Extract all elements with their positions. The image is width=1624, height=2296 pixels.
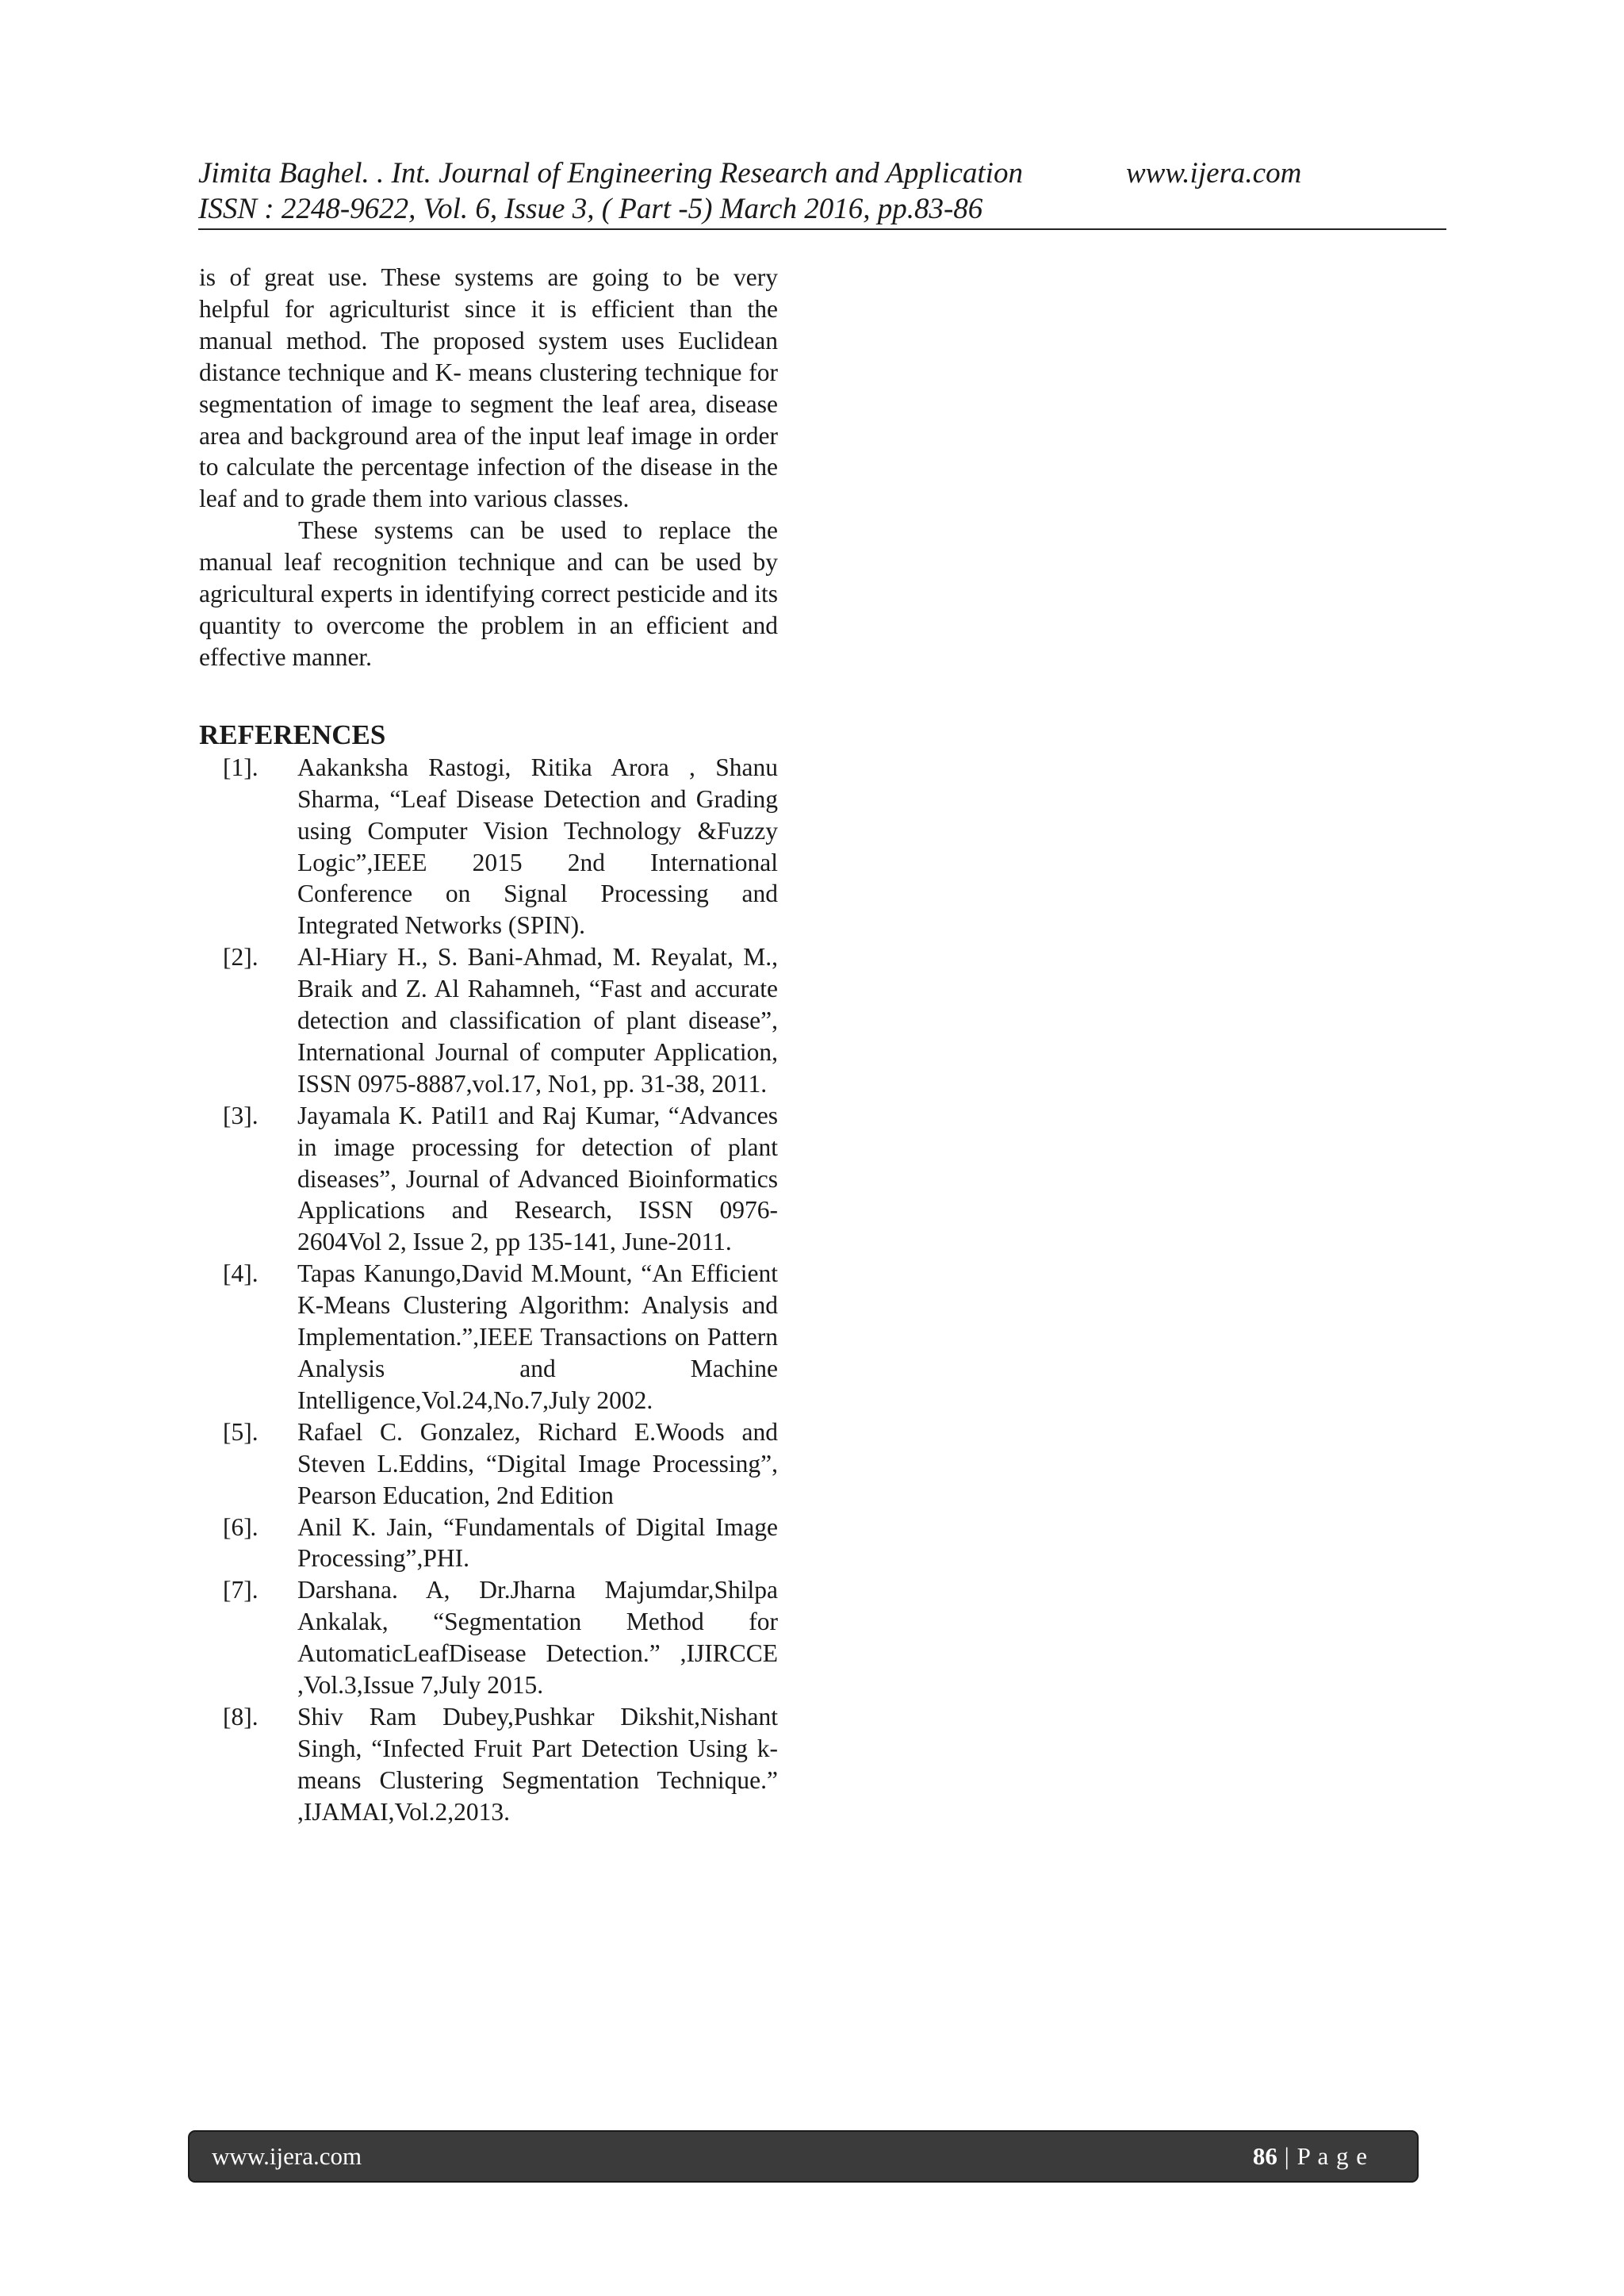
page-suffix: | P a g e — [1277, 2142, 1368, 2170]
reference-text: Al-Hiary H., S. Bani-Ahmad, M. Reyalat, M., Braik and Z. Al Rahamneh, “Fast and accurate detection and classification of plant disease”, International Journal of computer Application, ISSN 0975-8887,vol.17, No1, pp. 31-38, 2011. — [297, 943, 778, 1098]
reference-list — [199, 752, 778, 1828]
header-website: www.ijera.com — [1126, 157, 1302, 190]
reference-text: Darshana. A, Dr.Jharna Majumdar,Shilpa Ankalak, “Segmentation Method for AutomaticLeafDisease Detection.” ,IJIRCCE ,Vol.3,Issue 7,July 2015. — [297, 1576, 778, 1700]
reference-number: [1]. — [223, 753, 259, 781]
reference-number: [8]. — [223, 1702, 259, 1731]
page-footer — [188, 2130, 1419, 2183]
reference-number: [6]. — [223, 1512, 259, 1541]
reference-item — [199, 1701, 778, 1828]
reference-item — [199, 1512, 778, 1575]
reference-text: Aakanksha Rastogi, Ritika Arora , Shanu Sharma, “Leaf Disease Detection and Grading using Computer Vision Technology &Fuzzy Logic”,IEEE 2015 2nd International Conference on Signal Processing and Integrated Networks (SPIN). — [297, 753, 778, 940]
reference-item — [199, 1574, 778, 1701]
body-paragraph-1: is of great use. These systems are going to be very helpful for agriculturist since it is efficient than the manual method. The proposed system uses Euclidean distance technique and K- means clustering technique for segmentation of image to segment the leaf area, disease area and background area of the input leaf image in order to calculate the percentage infection of the disease in the leaf and to grade them into various classes. — [199, 263, 778, 513]
reference-text: Shiv Ram Dubey,Pushkar Dikshit,Nishant Singh, “Infected Fruit Part Detection Using k-means Clustering Segmentation Technique.” ,IJAMAI,Vol.2,2013. — [297, 1702, 778, 1826]
reference-number: [4]. — [223, 1259, 259, 1288]
reference-item — [199, 941, 778, 1100]
header-line-1 — [198, 155, 1446, 191]
header-line-2 — [198, 191, 1446, 227]
reference-item — [199, 1258, 778, 1416]
footer-page-label — [1253, 2142, 1368, 2171]
footer-website: www.ijera.com — [212, 2142, 362, 2170]
body-paragraph-2: These systems can be used to replace the manual leaf recognition technique and can be used by agricultural experts in identifying correct pesticide and its quantity to overcome the problem in an efficient and effective manner. — [199, 516, 778, 671]
reference-text: Jayamala K. Patil1 and Raj Kumar, “Advances in image processing for detection of plant diseases”, Journal of Advanced Bioinformatics Applications and Research, ISSN 0976-2604Vol 2, Issue 2, pp 135-141, June-2011. — [297, 1101, 778, 1256]
left-column — [199, 262, 778, 1828]
header-issn: ISSN : 2248-9622, Vol. 6, Issue 3, ( Part -5) March 2016, pp.83-86 — [198, 193, 983, 225]
reference-item — [199, 752, 778, 941]
reference-item — [199, 1100, 778, 1259]
reference-text: Rafael C. Gonzalez, Richard E.Woods and Steven L.Eddins, “Digital Image Processing”, Pearson Education, 2nd Edition — [297, 1417, 778, 1509]
reference-number: [3]. — [223, 1101, 259, 1129]
reference-number: [5]. — [223, 1417, 259, 1446]
references-heading: REFERENCES — [199, 719, 386, 750]
reference-number: [7]. — [223, 1576, 259, 1604]
reference-item — [199, 1416, 778, 1512]
reference-text: Anil K. Jain, “Fundamentals of Digital Image Processing”,PHI. — [297, 1512, 778, 1573]
header-citation: Jimita Baghel. . Int. Journal of Engineering Research and Application — [198, 157, 1023, 190]
header-rule — [198, 228, 1446, 230]
running-header — [198, 155, 1446, 227]
reference-text: Tapas Kanungo,David M.Mount, “An Efficient K-Means Clustering Algorithm: Analysis and Implementation.”,IEEE Transactions on Pattern Analysis and Machine Intelligence,Vol.24,No.7,July 2002. — [297, 1259, 778, 1414]
page-number: 86 — [1252, 2142, 1277, 2170]
reference-number: [2]. — [223, 943, 259, 972]
